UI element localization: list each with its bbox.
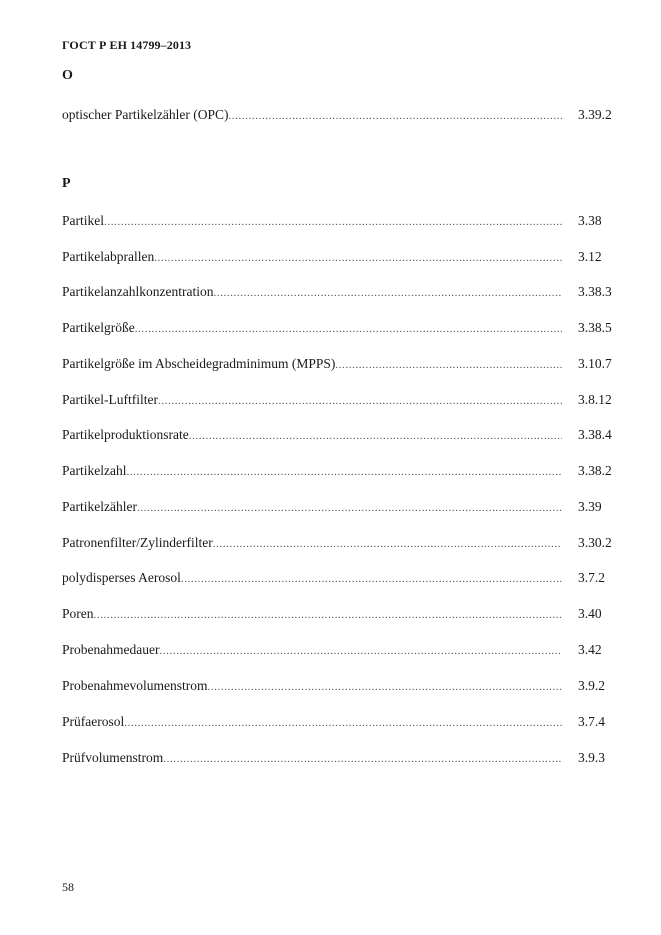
index-entry [62,248,562,266]
index-ref: 3.7.2 [578,570,605,585]
index-ref: 3.38.2 [578,463,612,478]
index-entry [62,106,562,124]
index-ref: 3.38.3 [578,284,612,299]
index-ref: 3.10.7 [578,356,612,371]
index-ref: 3.39.2 [578,107,612,122]
dot-leader [335,357,562,373]
dot-leader [213,285,562,301]
index-entry [62,641,562,659]
index-ref: 3.39 [578,499,602,514]
index-ref: 3.7.4 [578,714,605,729]
index-term: Partikelzahl [62,463,127,478]
dot-leader [135,321,562,337]
index-term: Partikelanzahlkonzentration [62,284,214,299]
dot-leader [137,500,562,516]
index-term: Partikelproduktionsrate [62,427,189,442]
index-entry [62,283,562,301]
dot-leader [207,679,562,695]
dot-leader [94,607,563,623]
dot-leader [124,715,562,731]
index-ref: 3.38.5 [578,320,612,335]
index-entry [62,498,562,516]
index-entry [62,426,562,444]
index-term: Prüfaerosol [62,714,125,729]
index-entry [62,212,562,230]
index-term: Partikelzähler [62,499,137,514]
section-letter-o: O [62,68,73,83]
dot-leader [104,214,562,230]
index-term: Probenahmevolumenstrom [62,678,208,693]
index-term: Patronenfilter/Zylinderfilter [62,535,213,550]
dot-leader [163,751,562,767]
index-entry [62,569,562,587]
dot-leader [158,393,562,409]
page-number: 58 [62,880,74,894]
index-term: polydisperses Aerosol [62,570,181,585]
index-term: Partikel [62,213,104,228]
index-entry [62,391,562,409]
index-ref: 3.40 [578,606,602,621]
index-ref: 3.8.12 [578,392,612,407]
index-term: Poren [62,606,94,621]
index-ref: 3.30.2 [578,535,612,550]
index-entry [62,749,562,767]
index-entry [62,319,562,337]
index-entry [62,355,562,373]
index-ref: 3.38.4 [578,427,612,442]
index-entry [62,534,562,552]
dot-leader [159,643,562,659]
index-term: Probenahmedauer [62,642,160,657]
document-header: ГОСТ Р ЕН 14799–2013 [62,38,192,52]
index-entry [62,713,562,731]
index-ref: 3.12 [578,249,602,264]
dot-leader [213,536,562,552]
dot-leader [189,428,562,444]
index-ref: 3.38 [578,213,602,228]
index-term: Partikelgröße im Abscheidegradminimum (MPPS) [62,356,336,371]
dot-leader [181,571,562,587]
index-ref: 3.9.2 [578,678,605,693]
index-term: Prüfvolumenstrom [62,750,164,765]
dot-leader [228,108,562,124]
index-term: optischer Partikelzähler (OPC) [62,107,229,122]
index-entry [62,605,562,623]
index-entry [62,677,562,695]
index-entry [62,462,562,480]
index-ref: 3.42 [578,642,602,657]
dot-leader [154,250,562,266]
index-term: Partikelabprallen [62,249,155,264]
section-letter-p: P [62,176,71,191]
dot-leader [126,464,562,480]
index-term: Partikelgröße [62,320,135,335]
index-ref: 3.9.3 [578,750,605,765]
index-term: Partikel-Luftfilter [62,392,158,407]
